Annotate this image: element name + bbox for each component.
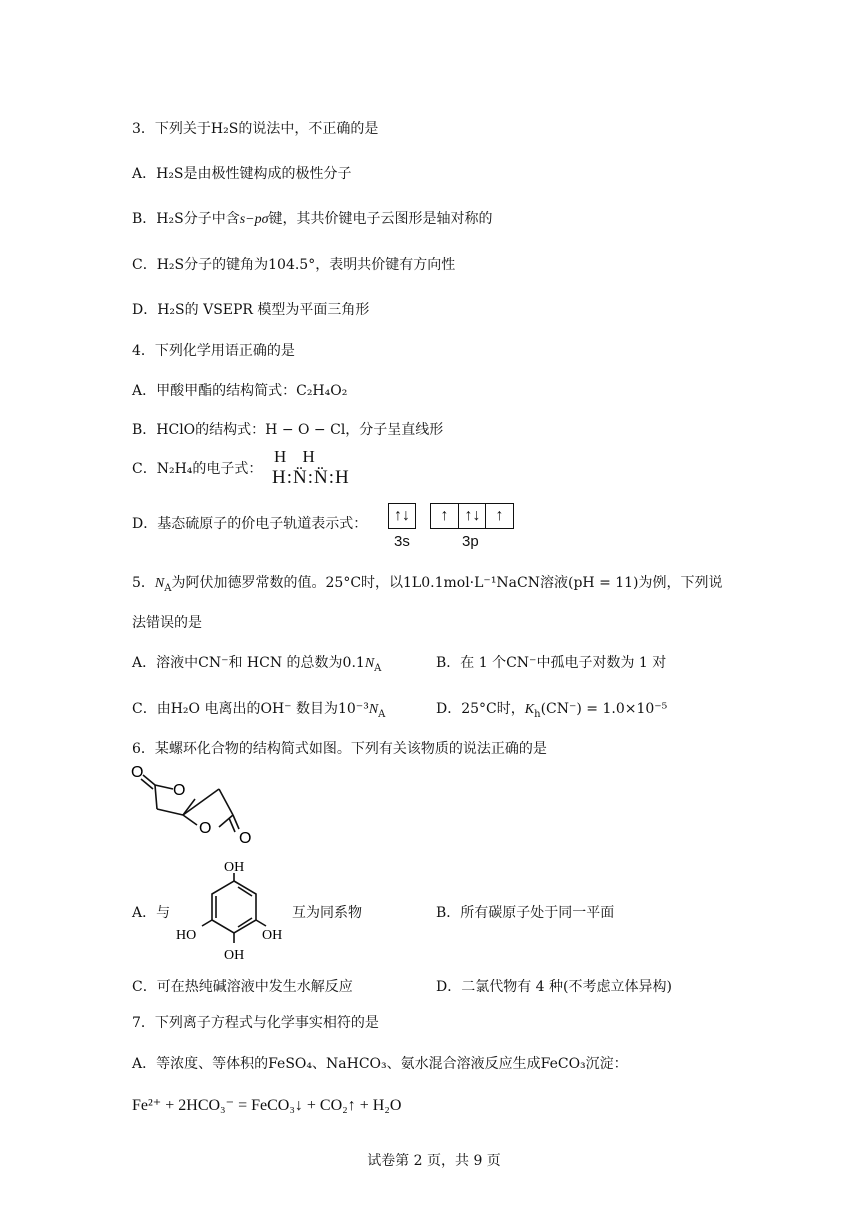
q6-option-d: D．二氯代物有 4 种(不考虑立体异构) <box>436 979 672 995</box>
q7-stem: 7．下列离子方程式与化学事实相符的是 <box>132 1015 379 1031</box>
pyrogallol-benzene-structure <box>170 855 295 965</box>
q6-option-a-suffix: 互为同系物 <box>292 905 362 921</box>
orbital-3p-label: 3p <box>462 533 479 550</box>
q3-b-suffix: 键，其共价键电子云图形是轴对称的 <box>268 211 493 227</box>
orbital-3p-arrow-2: ↑↓ <box>458 504 486 528</box>
q7-option-a: A．等浓度、等体积的FeSO₄、NaHCO₃、氨水混合溶液反应生成FeCO₃沉淀： <box>132 1056 628 1072</box>
q6-option-b: B．所有碳原子处于同一平面 <box>436 905 615 921</box>
spiro-o-carbonyl-2: O <box>239 830 252 847</box>
q3-option-b <box>132 209 493 230</box>
q4-stem: 4．下列化学用语正确的是 <box>132 343 295 359</box>
q5-option-d <box>436 699 667 720</box>
q6-option-c: C．可在热纯碱溶液中发生水解反应 <box>132 979 353 995</box>
q5-d-k-sub: h <box>534 708 541 720</box>
q7-option-a-equation: Fe²⁺ + 2HCO₃⁻ = FeCO₃↓ + CO₂↑ + H₂O <box>132 1097 402 1114</box>
page-footer: 试卷第 2 页，共 9 页 <box>367 1153 501 1169</box>
q5-a-text: A．溶液中CN⁻和 HCN 的总数为0.1 <box>132 655 365 671</box>
q4-option-b: B．HClO的结构式：H − O − Cl，分子呈直线形 <box>132 422 444 438</box>
orbital-3s-box <box>388 503 416 529</box>
q5-na-subscript: A <box>164 582 172 594</box>
q5-number: 5． <box>132 575 155 591</box>
q4-option-a: A．甲酸甲酯的结构简式：C₂H₄O₂ <box>132 383 348 399</box>
q5-stem-line-2: 法错误的是 <box>132 615 202 631</box>
orbital-3p-arrow-3: ↑ <box>485 504 513 528</box>
q5-c-na-sub: A <box>378 708 386 720</box>
q4-option-d: D．基态硫原子的价电子轨道表示式： <box>132 516 368 532</box>
q5-stem-line-1 <box>132 573 723 594</box>
spiro-o-carbonyl-1: O <box>131 765 144 781</box>
q5-stem-text: 为阿伏加德罗常数的值。25°C时，以1L0.1mol·L⁻¹NaCN溶液(pH = 11)为例，下列说 <box>171 575 723 591</box>
orbital-3s-label: 3s <box>394 533 410 550</box>
q5-a-na: N <box>364 656 375 671</box>
q5-option-b: B．在 1 个CN⁻中孤电子对数为 1 对 <box>436 655 667 671</box>
spiro-o-ring-1: O <box>173 782 186 799</box>
pyrogallol-oh-right: OH <box>262 928 283 943</box>
pyrogallol-oh-left: HO <box>176 928 197 943</box>
q5-c-na: N <box>368 702 379 717</box>
n2h4-electron-formula: H:N̈:N̈:H <box>272 467 350 488</box>
orbital-3p-box <box>430 503 514 529</box>
pyrogallol-oh-bottom: OH <box>224 948 245 963</box>
q3-option-c: C．H₂S分子的键角为104.5°，表明共价键有方向性 <box>132 257 456 273</box>
q3-option-d: D．H₂S的 VSEPR 模型为平面三角形 <box>132 302 370 318</box>
spiro-o-ring-2: O <box>199 820 212 837</box>
spiro-compound-structure <box>125 765 265 850</box>
q3-option-a: A．H₂S是由极性键构成的极性分子 <box>132 166 352 182</box>
q3-stem: 3．下列关于H₂S的说法中，不正确的是 <box>132 121 379 137</box>
q5-c-text: C．由H₂O 电离出的OH⁻ 数目为10⁻³ <box>132 701 369 717</box>
orbital-3s-arrows: ↑↓ <box>394 507 410 524</box>
n2h4-top-h: H H <box>274 447 321 466</box>
q5-option-a <box>132 653 381 674</box>
q3-b-prefix: B．H₂S分子中含 <box>132 211 240 227</box>
q5-a-na-sub: A <box>374 662 382 674</box>
q5-d-value: (CN⁻) = 1.0×10⁻⁵ <box>540 701 668 717</box>
q6-option-a-prefix: A．与 <box>132 905 171 921</box>
orbital-3p-arrow-1: ↑ <box>440 507 449 524</box>
pyrogallol-oh-top: OH <box>224 860 245 875</box>
q5-option-c <box>132 699 385 720</box>
q6-stem: 6．某螺环化合物的结构简式如图。下列有关该物质的说法正确的是 <box>132 741 547 757</box>
q5-d-text: D．25°C时， <box>436 701 525 717</box>
q3-b-orbital: s−pσ <box>239 212 269 227</box>
q5-d-k: K <box>524 702 535 717</box>
q4-option-c: C．N₂H₄的电子式： <box>132 461 263 477</box>
q5-na-symbol: N <box>154 576 165 591</box>
